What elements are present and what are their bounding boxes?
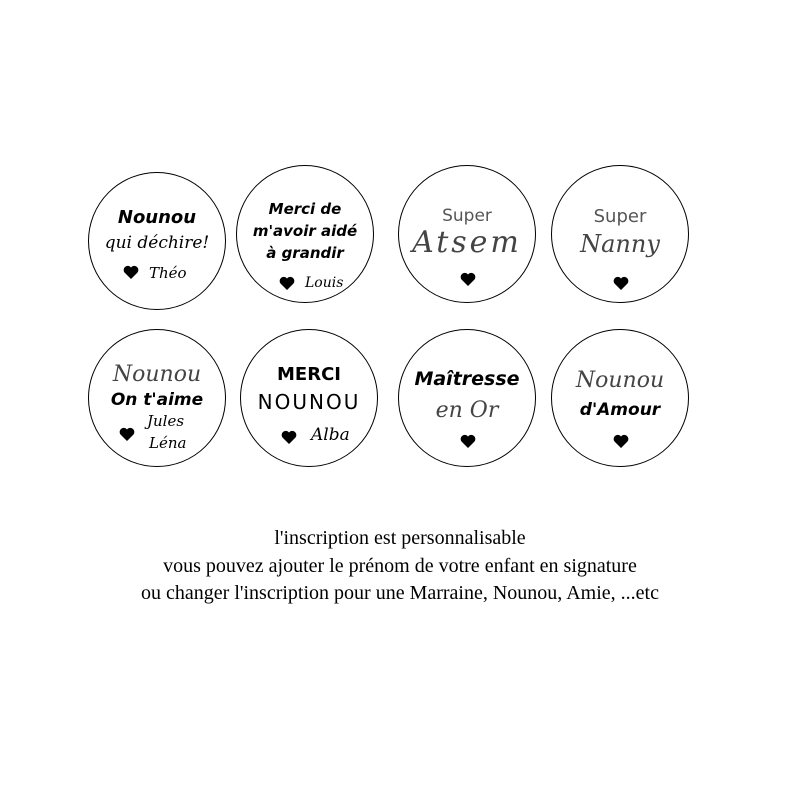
badge-2-line-3: à grandir <box>266 244 344 262</box>
caption-line-2: vous pouvez ajouter le prénom de votre enfant en signature <box>163 555 637 577</box>
badge-8-line-1: Nounou <box>575 368 665 393</box>
heart-icon <box>613 276 629 290</box>
heart-icon <box>119 427 135 441</box>
badge-8 <box>551 329 689 467</box>
badge-1-line-1: Nounou <box>117 207 197 228</box>
badge-2-signature: Louis <box>305 275 344 291</box>
badge-4-line-1: Super <box>593 206 647 227</box>
badge-4 <box>551 165 689 303</box>
badge-5-signature-2: Léna <box>149 434 187 452</box>
badge-6 <box>240 329 378 467</box>
badge-7-line-1: Maîtresse <box>414 368 520 390</box>
caption-line-1: l'inscription est personnalisable <box>274 527 526 549</box>
badge-5-line-1: Nounou <box>112 362 202 387</box>
badge-6-signature: Alba <box>311 425 350 445</box>
badge-4-line-2: Nanny <box>580 230 660 258</box>
badge-1 <box>88 172 226 310</box>
heart-icon <box>613 434 629 448</box>
heart-icon <box>279 276 295 290</box>
caption-line-3: ou changer l'inscription pour une Marraine, Nounou, Amie, ...etc <box>141 582 659 604</box>
badge-8-line-2: d'Amour <box>579 400 661 420</box>
badge-6-line-1: MERCI <box>277 364 341 385</box>
badge-3-line-2: Atsem <box>412 225 522 260</box>
badge-2 <box>236 165 374 303</box>
badge-5-line-2: On t'aime <box>110 390 204 410</box>
badge-2-line-1: Merci de <box>268 200 342 218</box>
badge-3-line-1: Super <box>442 206 492 226</box>
badge-2-line-2: m'avoir aidé <box>252 222 358 240</box>
badge-5-signature-1: Jules <box>147 412 185 430</box>
badge-5 <box>88 329 226 467</box>
badge-3 <box>398 165 536 303</box>
badge-6-line-2: NOUNOU <box>257 390 361 414</box>
badge-1-line-2: qui déchire! <box>104 233 210 253</box>
heart-icon <box>123 265 139 279</box>
badge-7 <box>398 329 536 467</box>
heart-icon <box>460 434 476 448</box>
heart-icon <box>460 272 476 286</box>
heart-icon <box>281 430 297 444</box>
badge-7-line-2: en Or <box>435 398 499 423</box>
badge-1-signature: Théo <box>149 264 187 282</box>
